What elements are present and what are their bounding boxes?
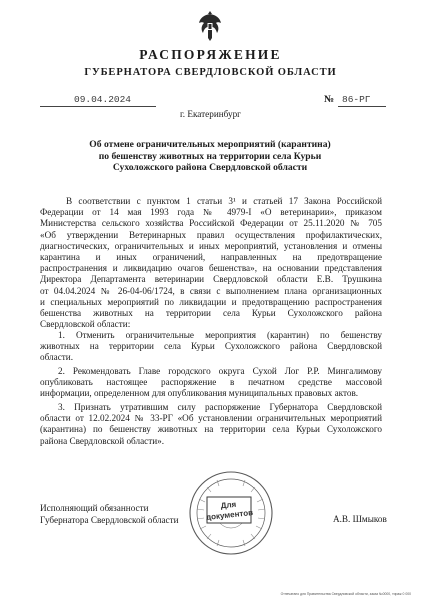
signatory-position [40,502,179,526]
text-line: от 04.04.2024 № 26-04-06/1724, в связи с выполнением плана организационных [40,285,382,296]
position-line: Губернатора Свердловской области [40,515,179,525]
text-line: области от 12.02.2024 № 33-РГ «Об установлении ограничительных мероприятий [40,413,382,424]
city: г. Екатеринбург [180,109,241,119]
item-2-paragraph [40,366,382,400]
text-line: и специальных мероприятий по ликвидации и предотвращению распространения [40,296,382,307]
text-line: области. [40,352,74,363]
title-line: Об отмене ограничительных мероприятий (карантина) [89,139,331,150]
position-line: Исполняющий обязанности [40,503,149,513]
signatory-name: А.В. Шмыков [333,514,387,524]
text-line: «Об утверждении Ветеринарных правил осуществления профилактических, [40,229,382,240]
text-line: 2. Рекомендовать Главе городского округа Сухой Лог Р.Р. Мингалимову [58,366,382,376]
document-title [62,139,358,174]
stamp-label-line1: Для [220,499,237,511]
date-underline [40,106,156,107]
text-line: района Свердловской области». [40,435,165,446]
issuer: ГУБЕРНАТОРА СВЕРДЛОВСКОЙ ОБЛАСТИ [84,67,337,78]
text-line: Министерства сельского хозяйства Российской Федерации от 25.11.2020 № 705 [40,218,382,229]
document-date: 09.04.2024 [74,94,132,105]
document-stamp [187,469,275,557]
coat-of-arms-icon [195,8,225,44]
text-line: карантина и иных ограничений, направленных на предотвращение [40,252,382,263]
title-line: Сухоложского района Свердловской области [112,162,308,174]
text-line: информации, определенном для опубликования муниципальных правовых актов. [40,388,359,399]
document-number: 86-РГ [342,94,371,105]
text-line: 1. Отменить ограничительные мероприятия (карантин) по бешенству [58,330,382,340]
stamp-label-line2: документов [205,508,254,522]
preamble-paragraph [40,196,382,330]
item-1-paragraph [40,330,382,364]
text-line: (карантина) по бешенству животных на территории села Курьи Сухоложского [40,424,382,435]
text-line: опубликовать настоящее распоряжение в печатном средстве массовой [40,377,382,388]
text-line: диагностических, ограничительных и иных мероприятий, установления и отмены [40,240,382,251]
text-line: Директора Департамента ветеринарии Свердловской области Е.В. Трушкина [40,274,382,285]
print-footer: Отпечатано для Правительства Свердловской области, заказ №0000, тираж 0 000 [280,592,411,596]
number-underline [338,106,386,107]
text-line: бешенства животных на территории села Курьи Сухоложского района [40,308,382,319]
text-line: Федерации от 14 мая 1993 года № 4979-I «О ветеринарии», приказом [40,207,382,218]
text-line: В соответствии с пунктом 1 статьи 3¹ и статьей 17 Закона Российской [66,196,382,206]
text-line: 3. Признать утратившим силу распоряжение Губернатора Свердловской [58,402,382,412]
number-sign: № [324,94,335,105]
text-line: Свердловской области: [40,319,131,330]
title-line: по бешенству животных на территории села Курьи [98,150,322,162]
item-3-paragraph [40,402,382,447]
text-line: распространения и ликвидацию очагов бешенства», на основании представления [40,263,382,274]
document-type: РАСПОРЯЖЕНИЕ [139,47,282,62]
text-line: животных на территории села Курьи Сухоложского района Свердловской [40,341,382,352]
